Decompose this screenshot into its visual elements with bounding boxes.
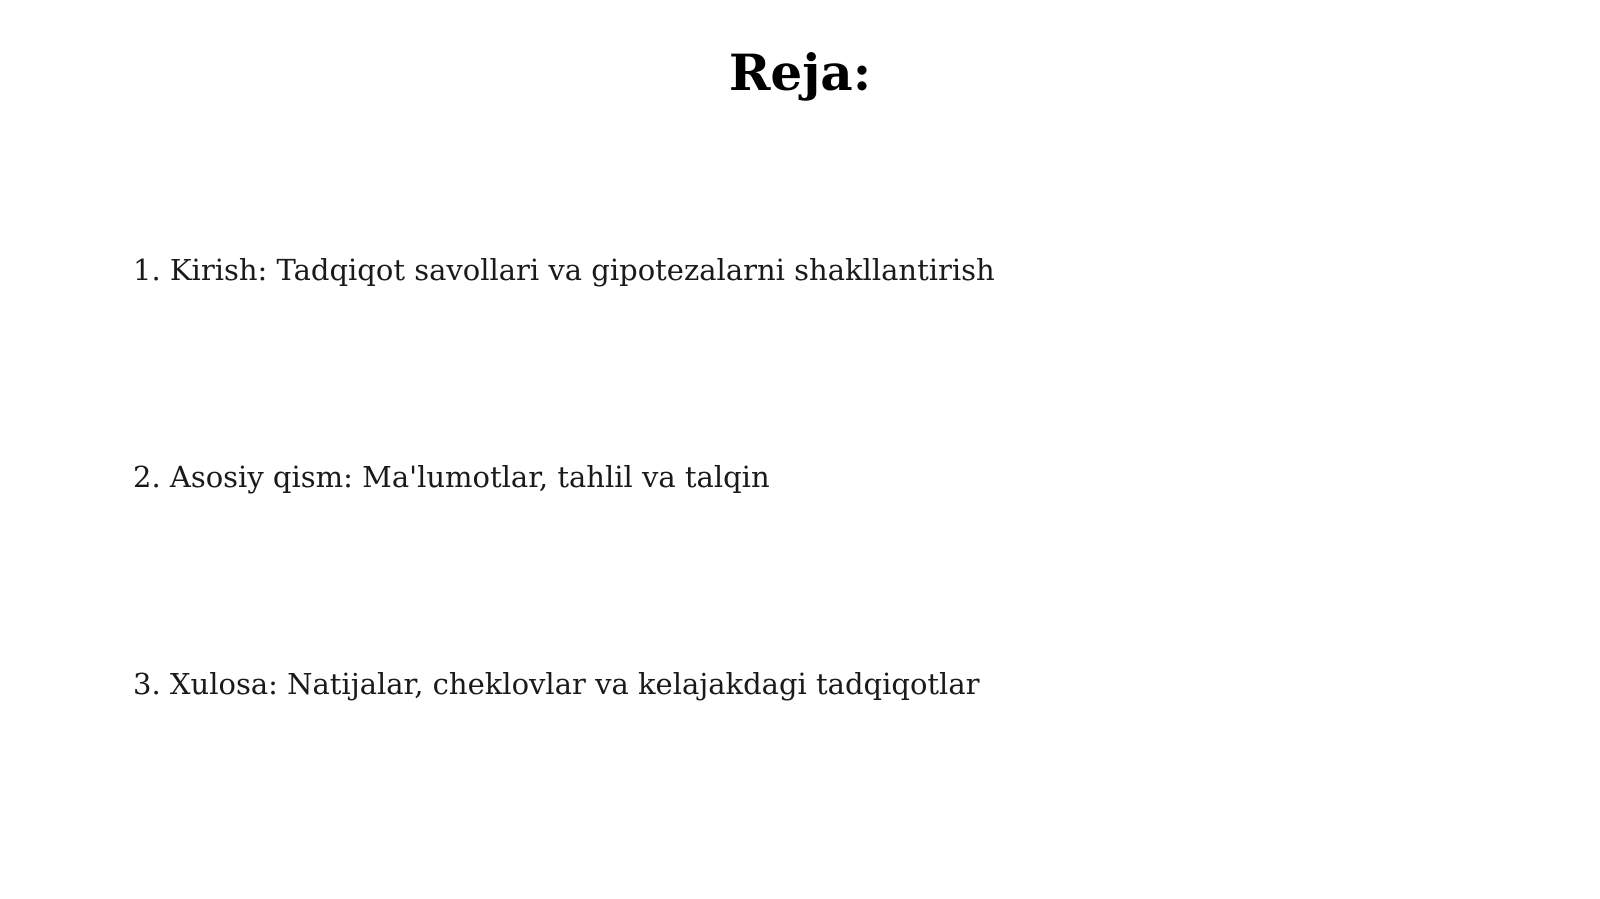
slide-title: Reja: — [728, 43, 872, 102]
plan-item-conclusion: 3. Xulosa: Natijalar, cheklovlar va kelajakdagi tadqiqotlar — [133, 667, 980, 701]
plan-item-main-part: 2. Asosiy qism: Ma'lumotlar, tahlil va talqin — [133, 460, 770, 494]
plan-item-introduction: 1. Kirish: Tadqiqot savollari va gipotezalarni shakllantirish — [133, 253, 995, 287]
